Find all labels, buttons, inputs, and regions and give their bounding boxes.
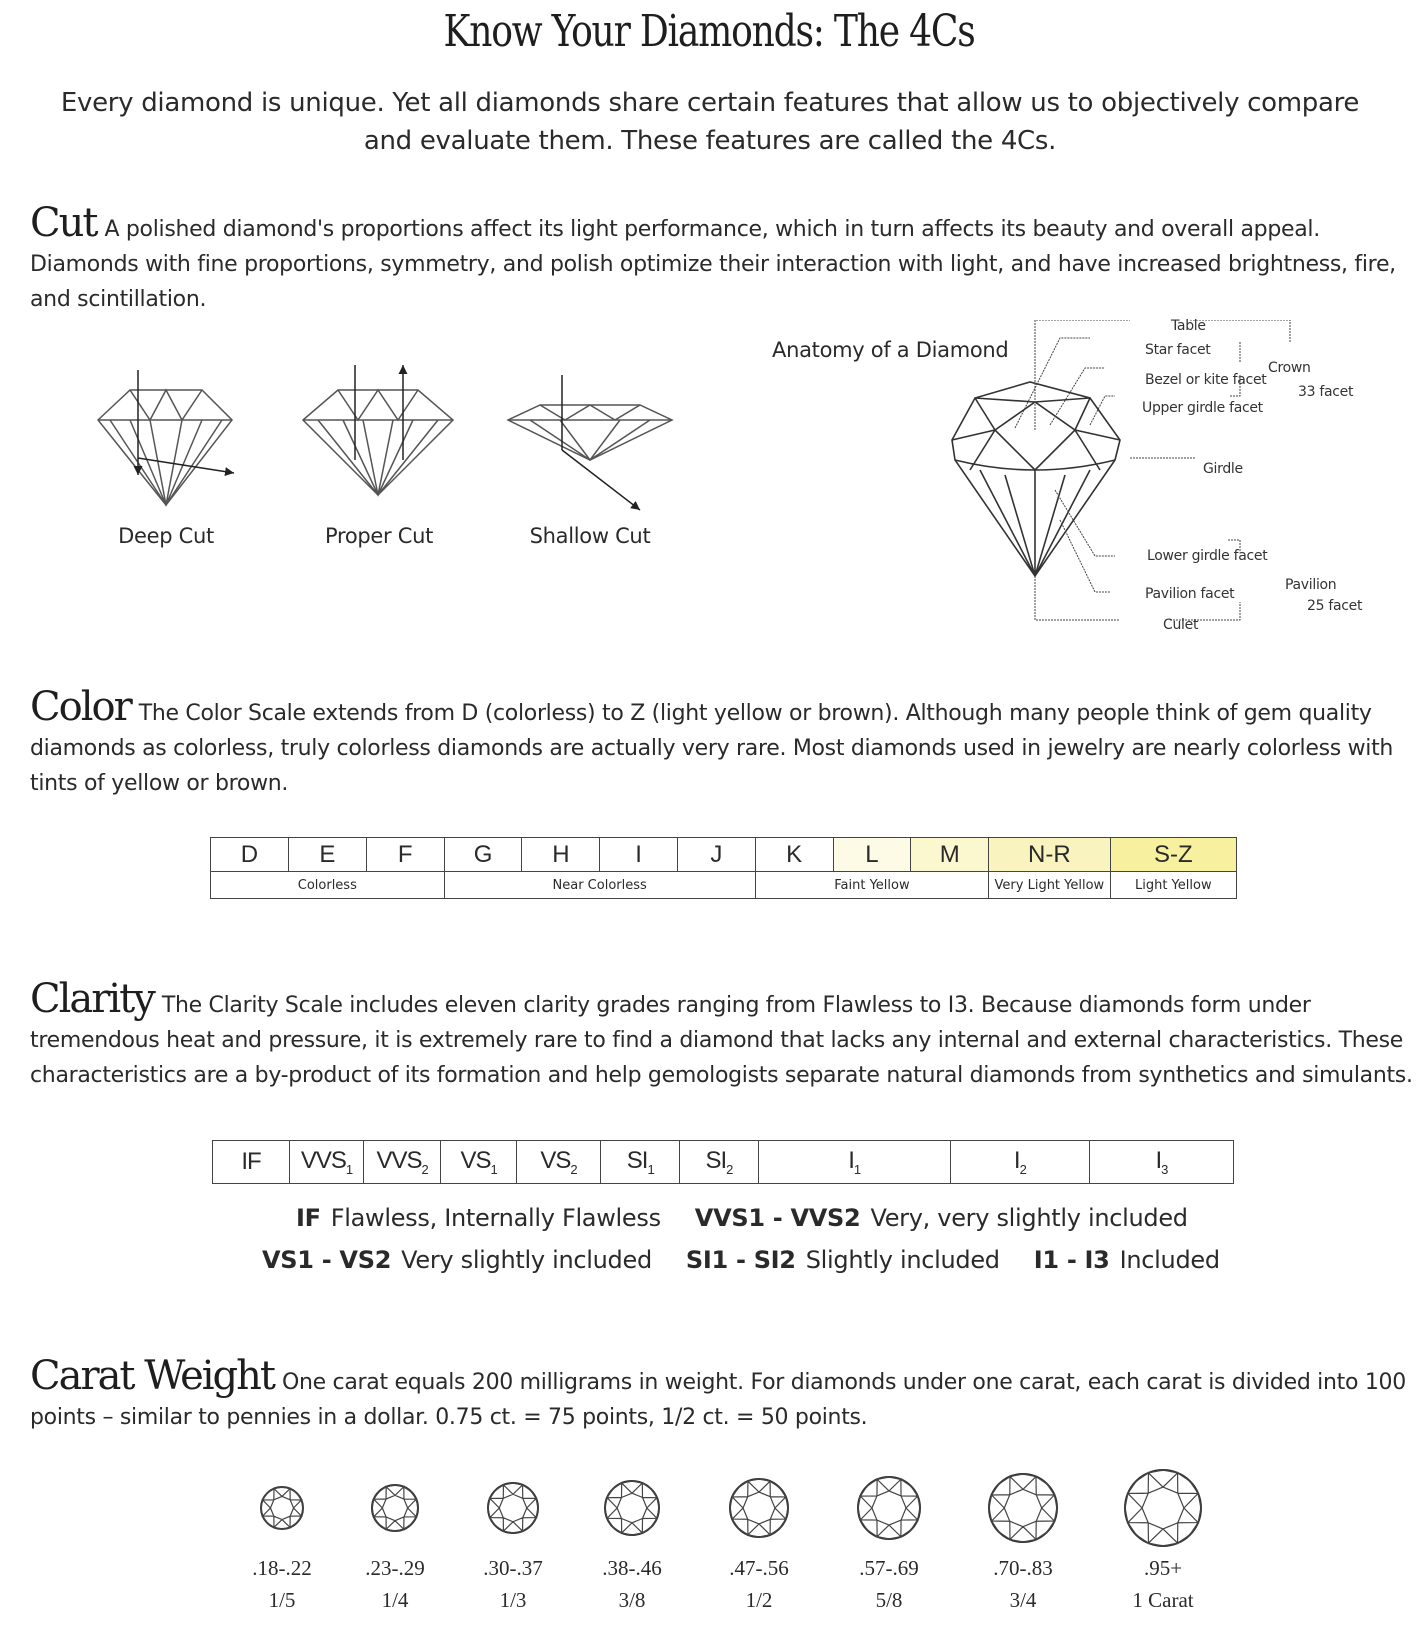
clarity-grade-subscript: 1 [647,1161,654,1177]
anatomy-label-culet: Culet [1163,617,1199,633]
deep-cut-label: Deep Cut [118,524,214,548]
color-grade-e: E [288,838,366,872]
color-section [30,684,1418,801]
anatomy-label-lower-girdle: Lower girdle facet [1147,548,1268,564]
color-grade-i: I [600,838,678,872]
clarity-grade [213,1141,290,1184]
carat-diamond-icon [856,1475,922,1541]
clarity-grade-subscript: 2 [570,1161,577,1177]
carat-range: .57-.69 [859,1556,919,1580]
color-group-label: Very Light Yellow [989,872,1110,899]
carat-size-label [963,1552,1083,1616]
clarity-grade-base: IF [241,1148,261,1175]
clarity-grade [758,1141,950,1184]
color-grade-h: H [522,838,600,872]
clarity-text: The Clarity Scale includes eleven clarity grades ranging from Flawless to I3. Because diamonds form under tremendous heat and pressure, it is extremely rare to find a diamond that lacks any internal and external characteristics. These characteristics are a by-product of its formation and help gemologists separate natural diamonds from synthetics and simulants. [30,993,1413,1088]
carat-range: .23-.29 [365,1556,425,1580]
clarity-grade-subscript: 1 [853,1161,861,1177]
anatomy-label-bezel: Bezel or kite facet [1145,372,1267,388]
anatomy-label-girdle: Girdle [1203,461,1243,477]
legend-code: SI1 - SI2 [685,1246,796,1274]
color-group-label: Colorless [211,872,445,899]
clarity-grade-subscript: 1 [490,1161,497,1177]
clarity-grade [290,1141,364,1184]
clarity-grade-base: SI [705,1147,727,1175]
carat-size-label [572,1552,692,1616]
carat-fraction: 1/5 [268,1588,296,1612]
deep-cut-diamond-icon [98,370,234,505]
anatomy-title: Anatomy of a Diamond [772,338,1009,362]
carat-diamond-icon [486,1481,540,1535]
color-scale-table [210,837,1237,899]
cut-diagrams [0,350,700,520]
color-group-label: Light Yellow [1110,872,1236,899]
color-grade-k: K [755,838,833,872]
anatomy-label-pavilion: Pavilion [1285,577,1337,593]
carat-range: .38-.46 [602,1556,662,1580]
carat-fraction: 1/2 [745,1588,773,1612]
clarity-heading: Clarity [30,976,154,1022]
anatomy-label-star: Star facet [1145,342,1211,358]
carat-fraction: 1/4 [381,1588,409,1612]
carat-diamond-icon [728,1477,790,1539]
clarity-grade [601,1141,680,1184]
carat-range: .30-.37 [483,1556,543,1580]
page-subtitle: Every diamond is unique. Yet all diamonds share certain features that allow us to objectively compare and evaluate them. These features are called the 4Cs. [60,88,1360,156]
legend-desc: Very slightly included [401,1246,652,1274]
clarity-grade [363,1141,441,1184]
color-heading: Color [30,684,131,730]
carat-fraction: 3/8 [618,1588,646,1612]
carat-fraction: 5/8 [875,1588,903,1612]
carat-size-label [1103,1552,1223,1616]
clarity-section [30,976,1418,1093]
color-grade-f: F [366,838,444,872]
carat-size-label [829,1552,949,1616]
clarity-grade-subscript: 2 [421,1161,428,1177]
color-grade-l: L [833,838,911,872]
carat-range: .47-.56 [729,1556,789,1580]
carat-heading: Carat Weight [30,1353,274,1399]
carat-size-label [335,1552,455,1616]
cut-heading: Cut [30,200,97,246]
carat-size-label [699,1552,819,1616]
color-group-label: Faint Yellow [755,872,988,899]
cut-section [30,200,1418,317]
shallow-cut-label: Shallow Cut [529,524,651,548]
legend-desc: Slightly included [805,1246,1000,1274]
carat-range: .70-.83 [993,1556,1053,1580]
clarity-grade-base: I [1013,1147,1020,1175]
clarity-grade-base: SI [626,1147,648,1175]
carat-fraction: 1/3 [499,1588,527,1612]
page-title: Know Your Diamonds: The 4Cs [443,6,975,57]
shallow-cut-diamond-icon [508,375,672,510]
carat-text: One carat equals 200 milligrams in weight. For diamonds under one carat, each carat is divided into 100 points – similar to pennies in a dollar. 0.75 ct. = 75 points, 1/2 ct. = 50 points. [30,1370,1406,1430]
clarity-scale-table [212,1140,1234,1184]
clarity-grade-base: VS [460,1147,491,1175]
carat-diamond-icon [1123,1468,1203,1548]
proper-cut-label: Proper Cut [324,524,434,548]
carat-size-label [453,1552,573,1616]
legend-code: I1 - I3 [1033,1246,1110,1274]
anatomy-label-pavilion-facet: Pavilion facet [1145,586,1235,602]
anatomy-label-upper-girdle: Upper girdle facet [1142,400,1263,416]
legend-code: VVS1 - VVS2 [694,1204,861,1232]
anatomy-label-pavilion-facets: 25 facet [1307,598,1363,614]
carat-range: .18-.22 [252,1556,312,1580]
color-grade-m: M [911,838,989,872]
clarity-grade [1089,1141,1233,1184]
legend-code: VS1 - VS2 [262,1246,392,1274]
carat-size-chart [0,1460,1418,1626]
carat-diamond-icon [987,1472,1059,1544]
clarity-grade-base: VVS [376,1147,422,1175]
anatomy-label-table: Table [1171,318,1206,334]
clarity-grade-base: VVS [300,1147,346,1175]
legend-desc: Included [1119,1246,1220,1274]
carat-fraction: 3/4 [1009,1588,1037,1612]
carat-section [30,1353,1418,1435]
carat-diamond-icon [603,1479,661,1537]
color-grade-d: D [211,838,289,872]
carat-diamond-icon [259,1485,305,1531]
color-grade-s-z: S-Z [1110,838,1236,872]
clarity-grade-subscript: 2 [1019,1161,1026,1177]
legend-desc: Flawless, Internally Flawless [330,1204,661,1232]
legend-desc: Very, very slightly included [870,1204,1188,1232]
carat-diamond-icon [370,1483,420,1533]
clarity-grade-subscript: 1 [345,1161,353,1177]
clarity-grade-base: I [1155,1147,1162,1175]
legend-code: IF [296,1204,321,1232]
clarity-grade-subscript: 2 [726,1161,733,1177]
clarity-grade [441,1141,516,1184]
clarity-grade [516,1141,600,1184]
anatomy-label-crown: Crown [1268,360,1311,376]
cut-text: A polished diamond's proportions affect its light performance, which in turn affects its beauty and overall appeal. Diamonds with fine proportions, symmetry, and polish optimize their interaction with light, and have increased brightness, fire, and scintillation. [30,217,1396,312]
clarity-grade [950,1141,1089,1184]
carat-range: .95+ [1143,1556,1183,1580]
color-grade-g: G [444,838,522,872]
color-group-label: Near Colorless [444,872,755,899]
carat-fraction: 1 Carat [1132,1588,1194,1612]
clarity-legend-row-2 [262,1246,1220,1274]
color-grade-j: J [677,838,755,872]
color-text: The Color Scale extends from D (colorless) to Z (light yellow or brown). Although many people think of gem quality diamonds as colorless, truly colorless diamonds are actually very rare. Most diamonds used in jewelry are nearly colorless with tints of yellow or brown. [30,701,1394,796]
carat-size-label [222,1552,342,1616]
clarity-legend-row-1 [296,1204,1188,1232]
clarity-grade [680,1141,758,1184]
proper-cut-diamond-icon [303,365,453,495]
clarity-grade-subscript: 3 [1161,1161,1168,1177]
color-grade-n-r: N-R [989,838,1110,872]
clarity-grade-base: I [848,1147,854,1175]
anatomy-label-crown-facets: 33 facet [1298,384,1354,400]
clarity-grade-base: VS [540,1147,571,1175]
